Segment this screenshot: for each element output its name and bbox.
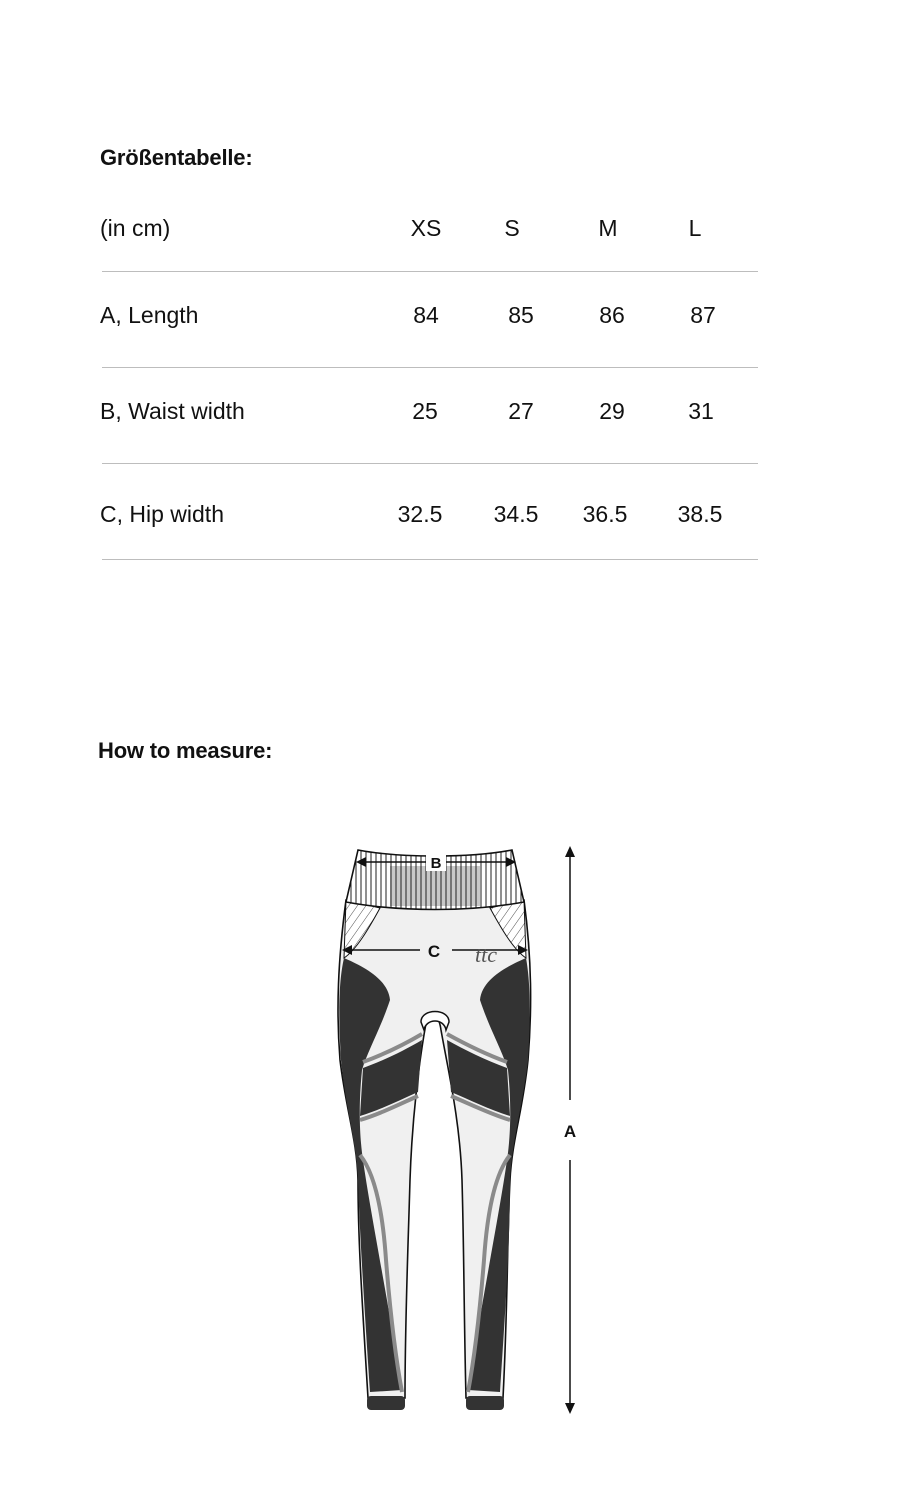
table-divider [102, 271, 758, 272]
hip-s: 34.5 [493, 501, 539, 527]
size-header-xs: XS [410, 215, 442, 241]
leggings-diagram-icon [320, 835, 600, 1425]
hip-xs: 32.5 [397, 501, 443, 527]
waist-s: 27 [508, 398, 534, 424]
size-header-l: L [688, 215, 702, 241]
size-chart-header-row [100, 215, 760, 255]
left-cuff [367, 1396, 405, 1410]
hip-l: 38.5 [677, 501, 723, 527]
size-chart-title: Größentabelle: [100, 145, 253, 170]
waist-marker: B [430, 855, 442, 872]
table-row-length [100, 302, 760, 342]
length-xs: 84 [413, 302, 439, 328]
hip-marker: C [427, 942, 441, 961]
table-row-waist [100, 398, 760, 438]
row-label-length: A, Length [100, 302, 199, 328]
row-label-waist: B, Waist width [100, 398, 245, 424]
hip-m: 36.5 [582, 501, 628, 527]
size-header-m: M [598, 215, 618, 241]
table-row-hip [100, 501, 760, 541]
row-label-hip: C, Hip width [100, 501, 224, 527]
size-header-s: S [504, 215, 520, 241]
length-m: 86 [599, 302, 625, 328]
table-divider [102, 367, 758, 368]
waist-xs: 25 [412, 398, 438, 424]
length-s: 85 [508, 302, 534, 328]
table-divider [102, 463, 758, 464]
waist-l: 31 [688, 398, 714, 424]
right-cuff [466, 1396, 504, 1410]
length-l: 87 [690, 302, 716, 328]
crotch-gusset [421, 1012, 449, 1031]
how-to-measure-title: How to measure: [98, 738, 273, 763]
waist-m: 29 [599, 398, 625, 424]
brand-logo: ttc [475, 942, 497, 967]
unit-label: (in cm) [100, 215, 171, 241]
table-divider [102, 559, 758, 560]
length-marker: A [563, 1122, 577, 1141]
